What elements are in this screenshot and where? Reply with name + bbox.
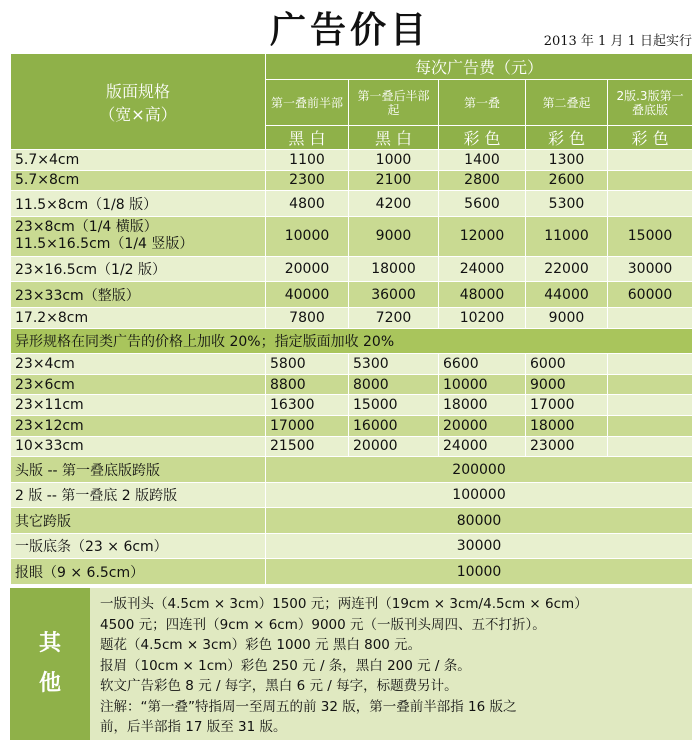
price-cell: 1100 — [266, 150, 349, 171]
col-header-2: 第一叠后半部起 — [349, 80, 439, 126]
color-type-1: 黑 白 — [266, 126, 349, 150]
price-cell: 24000 — [439, 256, 526, 282]
row-spec-line: 23×8cm（1/4 横版） — [15, 219, 158, 236]
color-type-3: 彩 色 — [439, 126, 526, 150]
price-cell: 30000 — [608, 256, 693, 282]
surcharge-row — [11, 328, 693, 354]
special-row — [11, 457, 693, 483]
other-line: 软文广告彩色 8 元 / 每字，黑白 6 元 / 每字，标题费另计。 — [100, 678, 458, 694]
table-row — [11, 191, 693, 217]
other-label-char: 其 — [38, 631, 61, 656]
price-cell: 36000 — [349, 282, 439, 308]
price-cell: 17000 — [266, 416, 349, 437]
table-row — [11, 216, 693, 256]
price-cell: 21500 — [266, 436, 349, 457]
row-spec: 11.5×8cm（1/8 版） — [11, 191, 266, 217]
price-cell: 5300 — [526, 191, 608, 217]
other-line: 题花（4.5cm × 3cm）彩色 1000 元 黑白 800 元。 — [100, 637, 422, 653]
special-price: 30000 — [266, 533, 693, 559]
price-cell: 6600 — [439, 354, 526, 375]
special-price: 200000 — [266, 457, 693, 483]
col-header-5: 2版.3版第一叠底版 — [608, 80, 693, 126]
price-cell: 15000 — [349, 395, 439, 416]
color-type-2: 黑 白 — [349, 126, 439, 150]
special-row — [11, 508, 693, 534]
special-row — [11, 559, 693, 585]
price-cell — [608, 170, 693, 191]
price-cell: 22000 — [526, 256, 608, 282]
page-title: 广告价目 — [269, 9, 430, 51]
special-price: 10000 — [266, 559, 693, 585]
price-cell: 17000 — [526, 395, 608, 416]
price-cell: 5600 — [439, 191, 526, 217]
other-label-char: 他 — [38, 671, 61, 696]
price-cell: 8000 — [349, 374, 439, 395]
price-cell: 2300 — [266, 170, 349, 191]
price-cell: 23000 — [526, 436, 608, 457]
price-cell: 18000 — [439, 395, 526, 416]
price-cell: 16000 — [349, 416, 439, 437]
table-row — [11, 150, 693, 171]
price-cell: 48000 — [439, 282, 526, 308]
row-spec: 5.7×8cm — [11, 170, 266, 191]
price-cell: 10200 — [439, 307, 526, 328]
row-spec: 17.2×8cm — [11, 307, 266, 328]
price-cell — [608, 416, 693, 437]
spec-header-sub: （宽×高） — [99, 104, 177, 124]
row-spec: 23×4cm — [11, 354, 266, 375]
spec-header-label: 版面规格 — [105, 81, 170, 101]
special-spec: 其它跨版 — [11, 508, 266, 534]
table-row — [11, 170, 693, 191]
price-cell: 24000 — [439, 436, 526, 457]
row-spec: 23×33cm（整版） — [11, 282, 266, 308]
price-cell: 9000 — [526, 374, 608, 395]
row-spec: 5.7×4cm — [11, 150, 266, 171]
other-line: 报眉（10cm × 1cm）彩色 250 元 / 条，黑白 200 元 / 条。 — [100, 657, 471, 674]
price-table — [10, 53, 693, 585]
price-cell: 40000 — [266, 282, 349, 308]
other-section — [10, 588, 692, 740]
color-type-4: 彩 色 — [526, 126, 608, 150]
other-line: 4500 元；四连刊（9cm × 6cm）9000 元（一版刊头周四、五不打折）。 — [100, 616, 546, 633]
price-cell: 2600 — [526, 170, 608, 191]
col-header-1: 第一叠前半部 — [266, 80, 349, 126]
price-cell: 5300 — [349, 354, 439, 375]
row-spec: 23×6cm — [11, 374, 266, 395]
price-cell: 44000 — [526, 282, 608, 308]
other-notes — [100, 594, 688, 738]
price-cell: 4200 — [349, 191, 439, 217]
price-cell: 10000 — [439, 374, 526, 395]
other-line: 注解：“第一叠”特指周一至周五的前 32 版，第一叠前半部指 16 版之 — [100, 698, 517, 715]
table-row — [11, 416, 693, 437]
price-cell: 2100 — [349, 170, 439, 191]
price-cell: 1000 — [349, 150, 439, 171]
price-cell: 16300 — [266, 395, 349, 416]
price-cell: 9000 — [526, 307, 608, 328]
row-spec: 23×11cm — [11, 395, 266, 416]
price-cell: 4800 — [266, 191, 349, 217]
table-row — [11, 256, 693, 282]
table-row — [11, 282, 693, 308]
price-cell — [608, 354, 693, 375]
price-cell: 6000 — [526, 354, 608, 375]
special-spec: 一版底条（23 × 6cm） — [11, 533, 266, 559]
price-cell: 1300 — [526, 150, 608, 171]
color-type-5: 彩 色 — [608, 126, 693, 150]
other-label — [10, 588, 90, 740]
surcharge-note: 异形规格在同类广告的价格上加收 20%；指定版面加收 20% — [11, 328, 693, 354]
effective-date: 2013 年 1 月 1 日起实行 — [543, 34, 692, 49]
price-cell: 20000 — [439, 416, 526, 437]
table-row — [11, 436, 693, 457]
special-spec: 2 版 -- 第一叠底 2 版跨版 — [11, 482, 266, 508]
price-cell: 20000 — [266, 256, 349, 282]
col-header-4: 第二叠起 — [526, 80, 608, 126]
special-spec: 头版 -- 第一叠底版跨版 — [11, 457, 266, 483]
col-header-3: 第一叠 — [439, 80, 526, 126]
other-line: 前，后半部指 17 版至 31 版。 — [100, 719, 287, 735]
price-cell: 7200 — [349, 307, 439, 328]
row-spec: 23×16.5cm（1/2 版） — [11, 256, 266, 282]
price-cell — [608, 191, 693, 217]
price-cell: 10000 — [266, 216, 349, 256]
price-cell — [608, 307, 693, 328]
other-line: 一版刊头（4.5cm × 3cm）1500 元；两连刊（19cm × 3cm/4.5cm × 6cm） — [100, 596, 588, 612]
price-cell: 18000 — [349, 256, 439, 282]
special-price: 100000 — [266, 482, 693, 508]
special-row — [11, 482, 693, 508]
special-spec: 报眼（9 × 6.5cm） — [11, 559, 266, 585]
table-row — [11, 354, 693, 375]
price-cell — [608, 374, 693, 395]
spec-header — [11, 54, 266, 150]
price-cell: 20000 — [349, 436, 439, 457]
table-row — [11, 395, 693, 416]
price-cell — [608, 395, 693, 416]
price-cell: 11000 — [526, 216, 608, 256]
price-cell — [608, 150, 693, 171]
price-cell: 12000 — [439, 216, 526, 256]
row-spec: 23×12cm — [11, 416, 266, 437]
price-cell: 18000 — [526, 416, 608, 437]
price-cell: 7800 — [266, 307, 349, 328]
price-cell: 2800 — [439, 170, 526, 191]
price-cell: 8800 — [266, 374, 349, 395]
price-cell — [608, 436, 693, 457]
price-cell: 15000 — [608, 216, 693, 256]
table-row — [11, 374, 693, 395]
table-row — [11, 307, 693, 328]
row-spec: 10×33cm — [11, 436, 266, 457]
special-price: 80000 — [266, 508, 693, 534]
special-row — [11, 533, 693, 559]
row-spec-line: 11.5×16.5cm（1/4 竖版） — [15, 236, 194, 253]
row-spec — [11, 216, 266, 256]
price-cell: 9000 — [349, 216, 439, 256]
price-cell: 5800 — [266, 354, 349, 375]
price-cell: 1400 — [439, 150, 526, 171]
price-cell: 60000 — [608, 282, 693, 308]
fee-header: 每次广告费（元） — [266, 54, 693, 80]
